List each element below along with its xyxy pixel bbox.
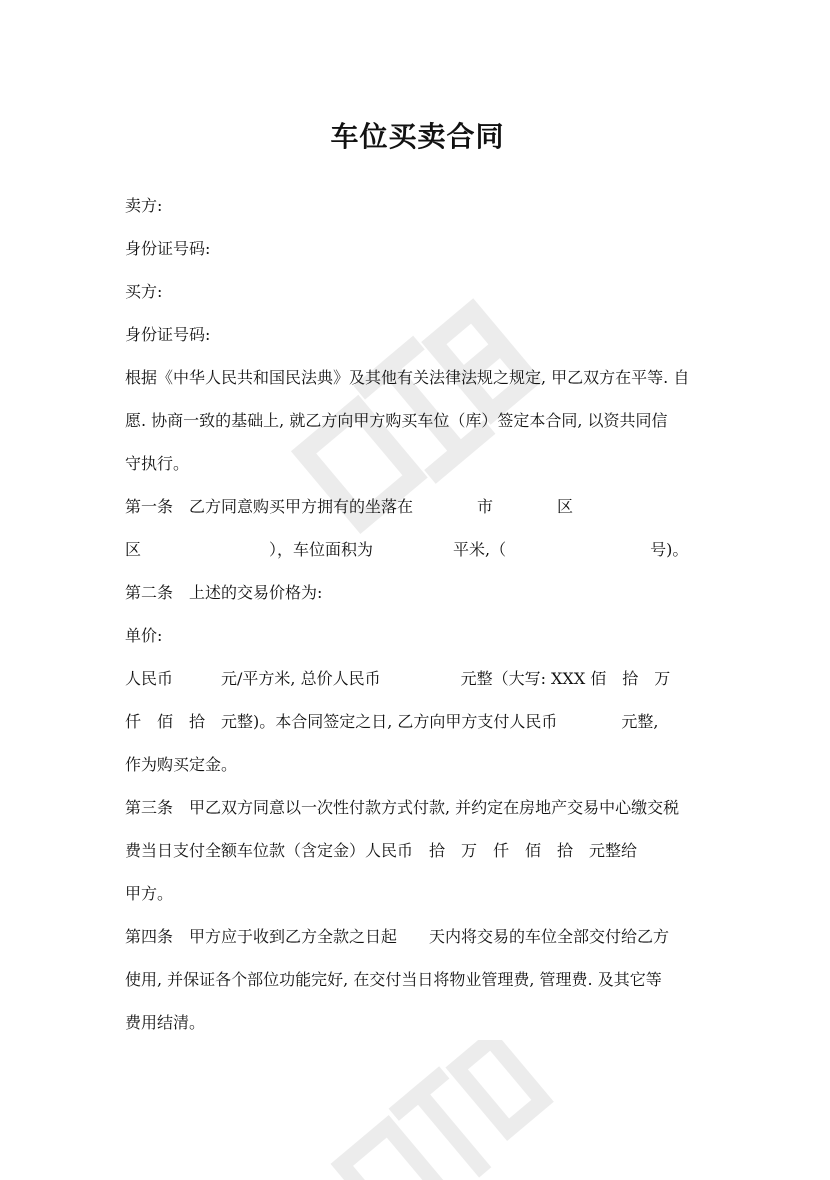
article-2-line: 仟 佰 拾 元整)。本合同签定之日, 乙方向甲方支付人民币 元整, (125, 712, 659, 731)
unit-price-line: 单价: (125, 626, 163, 645)
article-4-line: 第四条 甲方应于收到乙方全款之日起 天内将交易的车位全部交付给乙方 (125, 927, 670, 946)
seller-line: 卖方: (125, 196, 163, 215)
article-2-line: 作为购买定金。 (125, 755, 238, 774)
preamble-line: 根据《中华人民共和国民法典》及其他有关法律法规之规定, 甲乙双方在平等. 自 (125, 368, 690, 387)
article-4-line: 费用结清。 (125, 1013, 206, 1032)
buyer-id-line: 身份证号码: (125, 325, 211, 344)
preamble-line: 愿. 协商一致的基础上, 就乙方向甲方购买车位（库）签定本合同, 以资共同信 (125, 411, 668, 430)
article-2-line: 第二条 上述的交易价格为: (125, 583, 323, 602)
article-4-line: 使用, 并保证各个部位功能完好, 在交付当日将物业管理费, 管理费. 及其它等 (125, 970, 662, 989)
preamble-line: 守执行。 (125, 454, 190, 473)
article-2-line: 人民币 元/平方米, 总价人民币 元整（大写: XXX 佰 拾 万 (125, 669, 671, 688)
article-1-line: 第一条 乙方同意购买甲方拥有的坐落在 市 区 (125, 497, 574, 516)
document-title: 车位买卖合同 (330, 120, 505, 153)
buyer-line: 买方: (125, 282, 163, 301)
article-3-line: 费当日支付全额车位款（含定金）人民币 拾 万 仟 佰 拾 元整给 (125, 841, 638, 860)
article-3-line: 甲方。 (125, 884, 174, 903)
article-1-line: 区 ），车位面积为 平米,（ 号)。 (125, 540, 689, 559)
contract-page (125, 0, 710, 1173)
seller-id-line: 身份证号码: (125, 239, 211, 258)
article-3-line: 第三条 甲乙双方同意以一次性付款方式付款, 并约定在房地产交易中心缴交税 (125, 798, 680, 817)
